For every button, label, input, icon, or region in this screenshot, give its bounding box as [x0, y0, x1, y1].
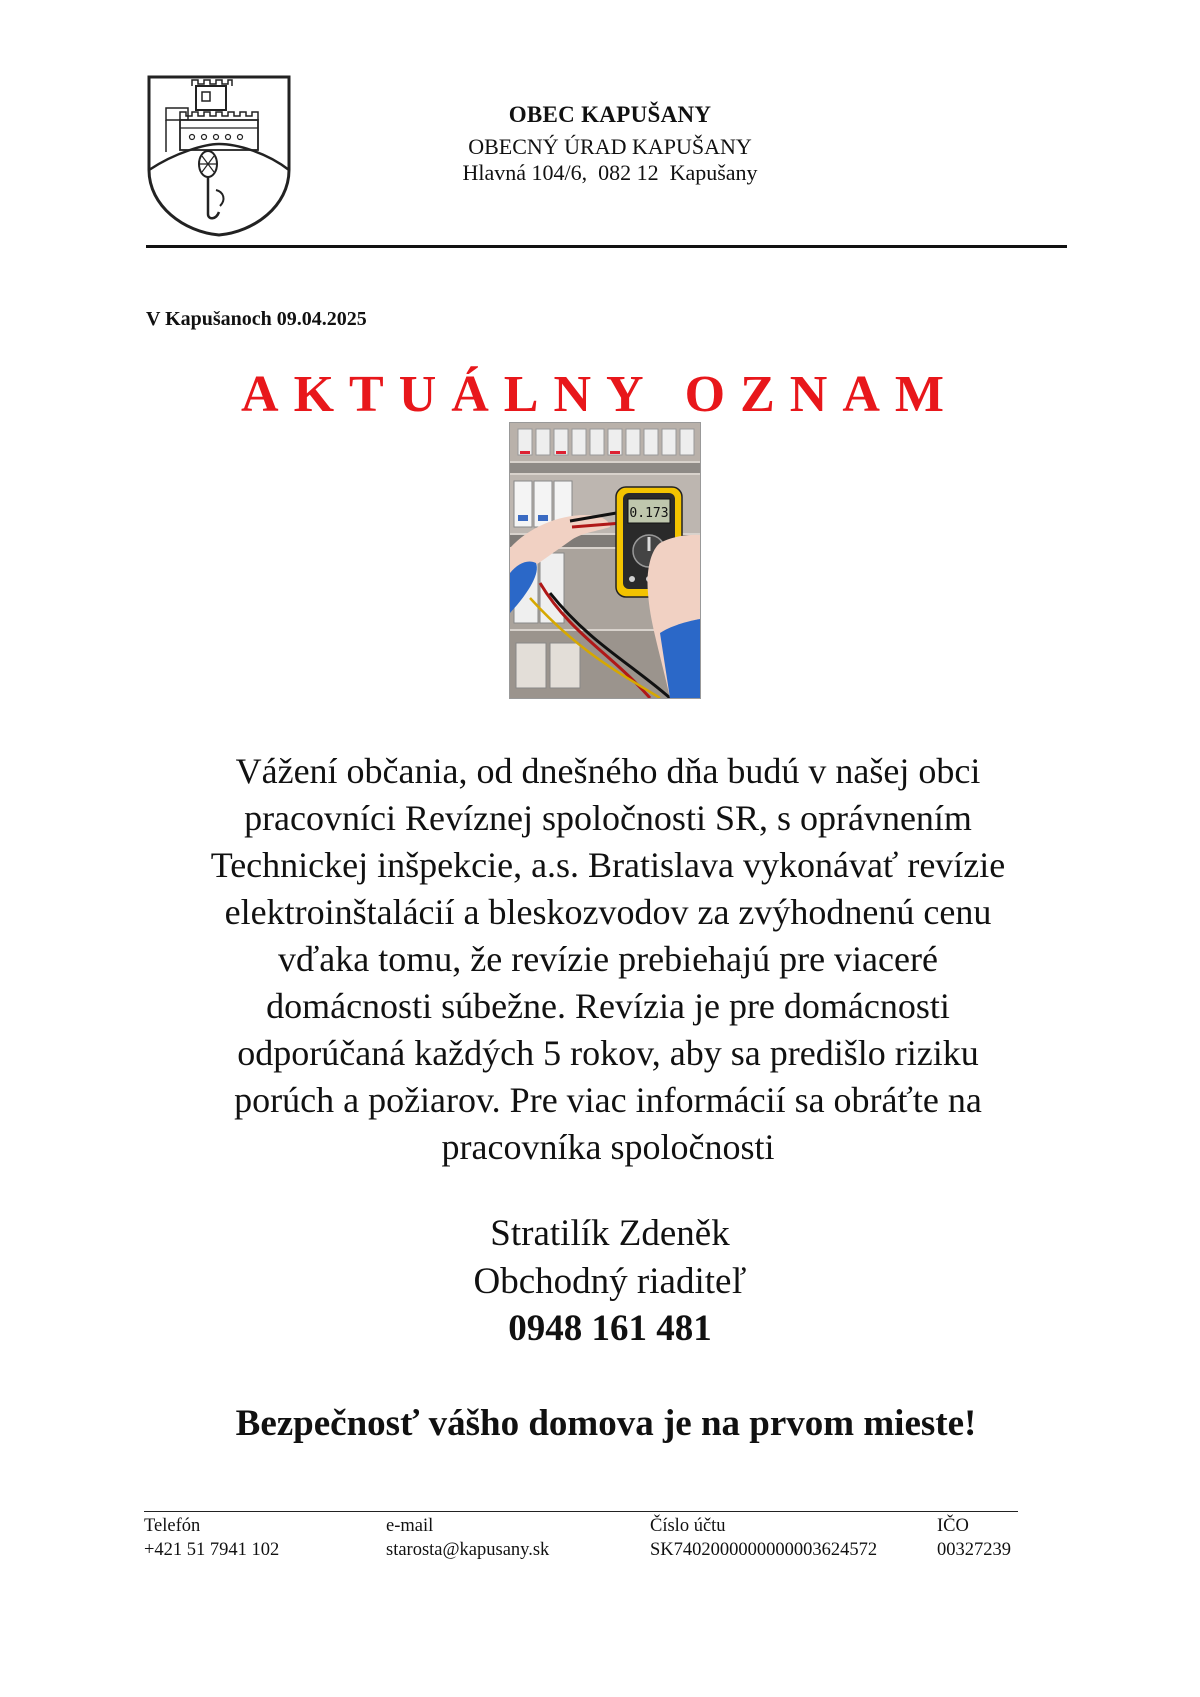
footer-account-label: Číslo účtu: [650, 1516, 726, 1536]
footer-email-value: starosta@kapusany.sk: [386, 1540, 550, 1560]
body-line: pracovníci Revíznej spoločnosti SR, s oprávnením: [244, 798, 972, 838]
footer-ico-label: IČO: [937, 1516, 969, 1536]
contact-role: Obchodný riaditeľ: [473, 1261, 747, 1302]
body-line: vďaka tomu, že revízie prebiehajú pre viaceré: [278, 939, 938, 979]
electrician-multimeter-photo: [509, 422, 701, 699]
body-line: porúch a požiarov. Pre viac informácií sa obráťte na: [234, 1080, 982, 1120]
footer-email: [386, 1514, 549, 1562]
body-line: Vážení občania, od dnešného dňa budú v našej obci: [235, 751, 981, 791]
header-divider: [146, 245, 1067, 248]
body-line: Technickej inšpekcie, a.s. Bratislava vykonávať revízie: [210, 845, 1006, 885]
footer-ico: [937, 1514, 1011, 1562]
office-address: Hlavná 104/6, 082 12 Kapušany: [462, 160, 758, 185]
slogan: Bezpečnosť vášho domova je na prvom mieste!: [235, 1403, 977, 1444]
body-line: odporúčaná každých 5 rokov, aby sa predišlo riziku: [237, 1033, 979, 1073]
contact-phone: 0948 161 481: [508, 1308, 712, 1349]
body-line: domácnosti súbežne. Revízia je pre domácnosti: [266, 986, 950, 1026]
multimeter-reading: 0.173: [629, 506, 669, 521]
announcement-title: AKTUÁLNY OZNAM: [241, 366, 959, 423]
footer-phone-value: +421 51 7941 102: [144, 1540, 280, 1560]
footer-divider: [144, 1511, 1018, 1512]
municipality-name: OBEC KAPUŠANY: [508, 102, 712, 127]
office-name: OBECNÝ ÚRAD KAPUŠANY: [468, 134, 752, 159]
announcement-body: [120, 748, 1096, 1171]
body-line: elektroinštalácií a bleskozvodov za zvýhodnenú cenu: [224, 892, 992, 932]
place-and-date: V Kapušanoch 09.04.2025: [146, 308, 367, 330]
coat-of-arms-icon: [146, 74, 292, 238]
footer-phone: [144, 1514, 279, 1562]
footer-account: [650, 1514, 877, 1562]
footer-ico-value: 00327239: [937, 1540, 1011, 1560]
contact-name: Stratilík Zdeněk: [490, 1213, 730, 1254]
footer-phone-label: Telefón: [144, 1516, 201, 1536]
body-line: pracovníka spoločnosti: [441, 1127, 775, 1167]
footer-email-label: e-mail: [386, 1516, 434, 1536]
footer-account-value: SK7402000000000003624572: [650, 1540, 878, 1560]
